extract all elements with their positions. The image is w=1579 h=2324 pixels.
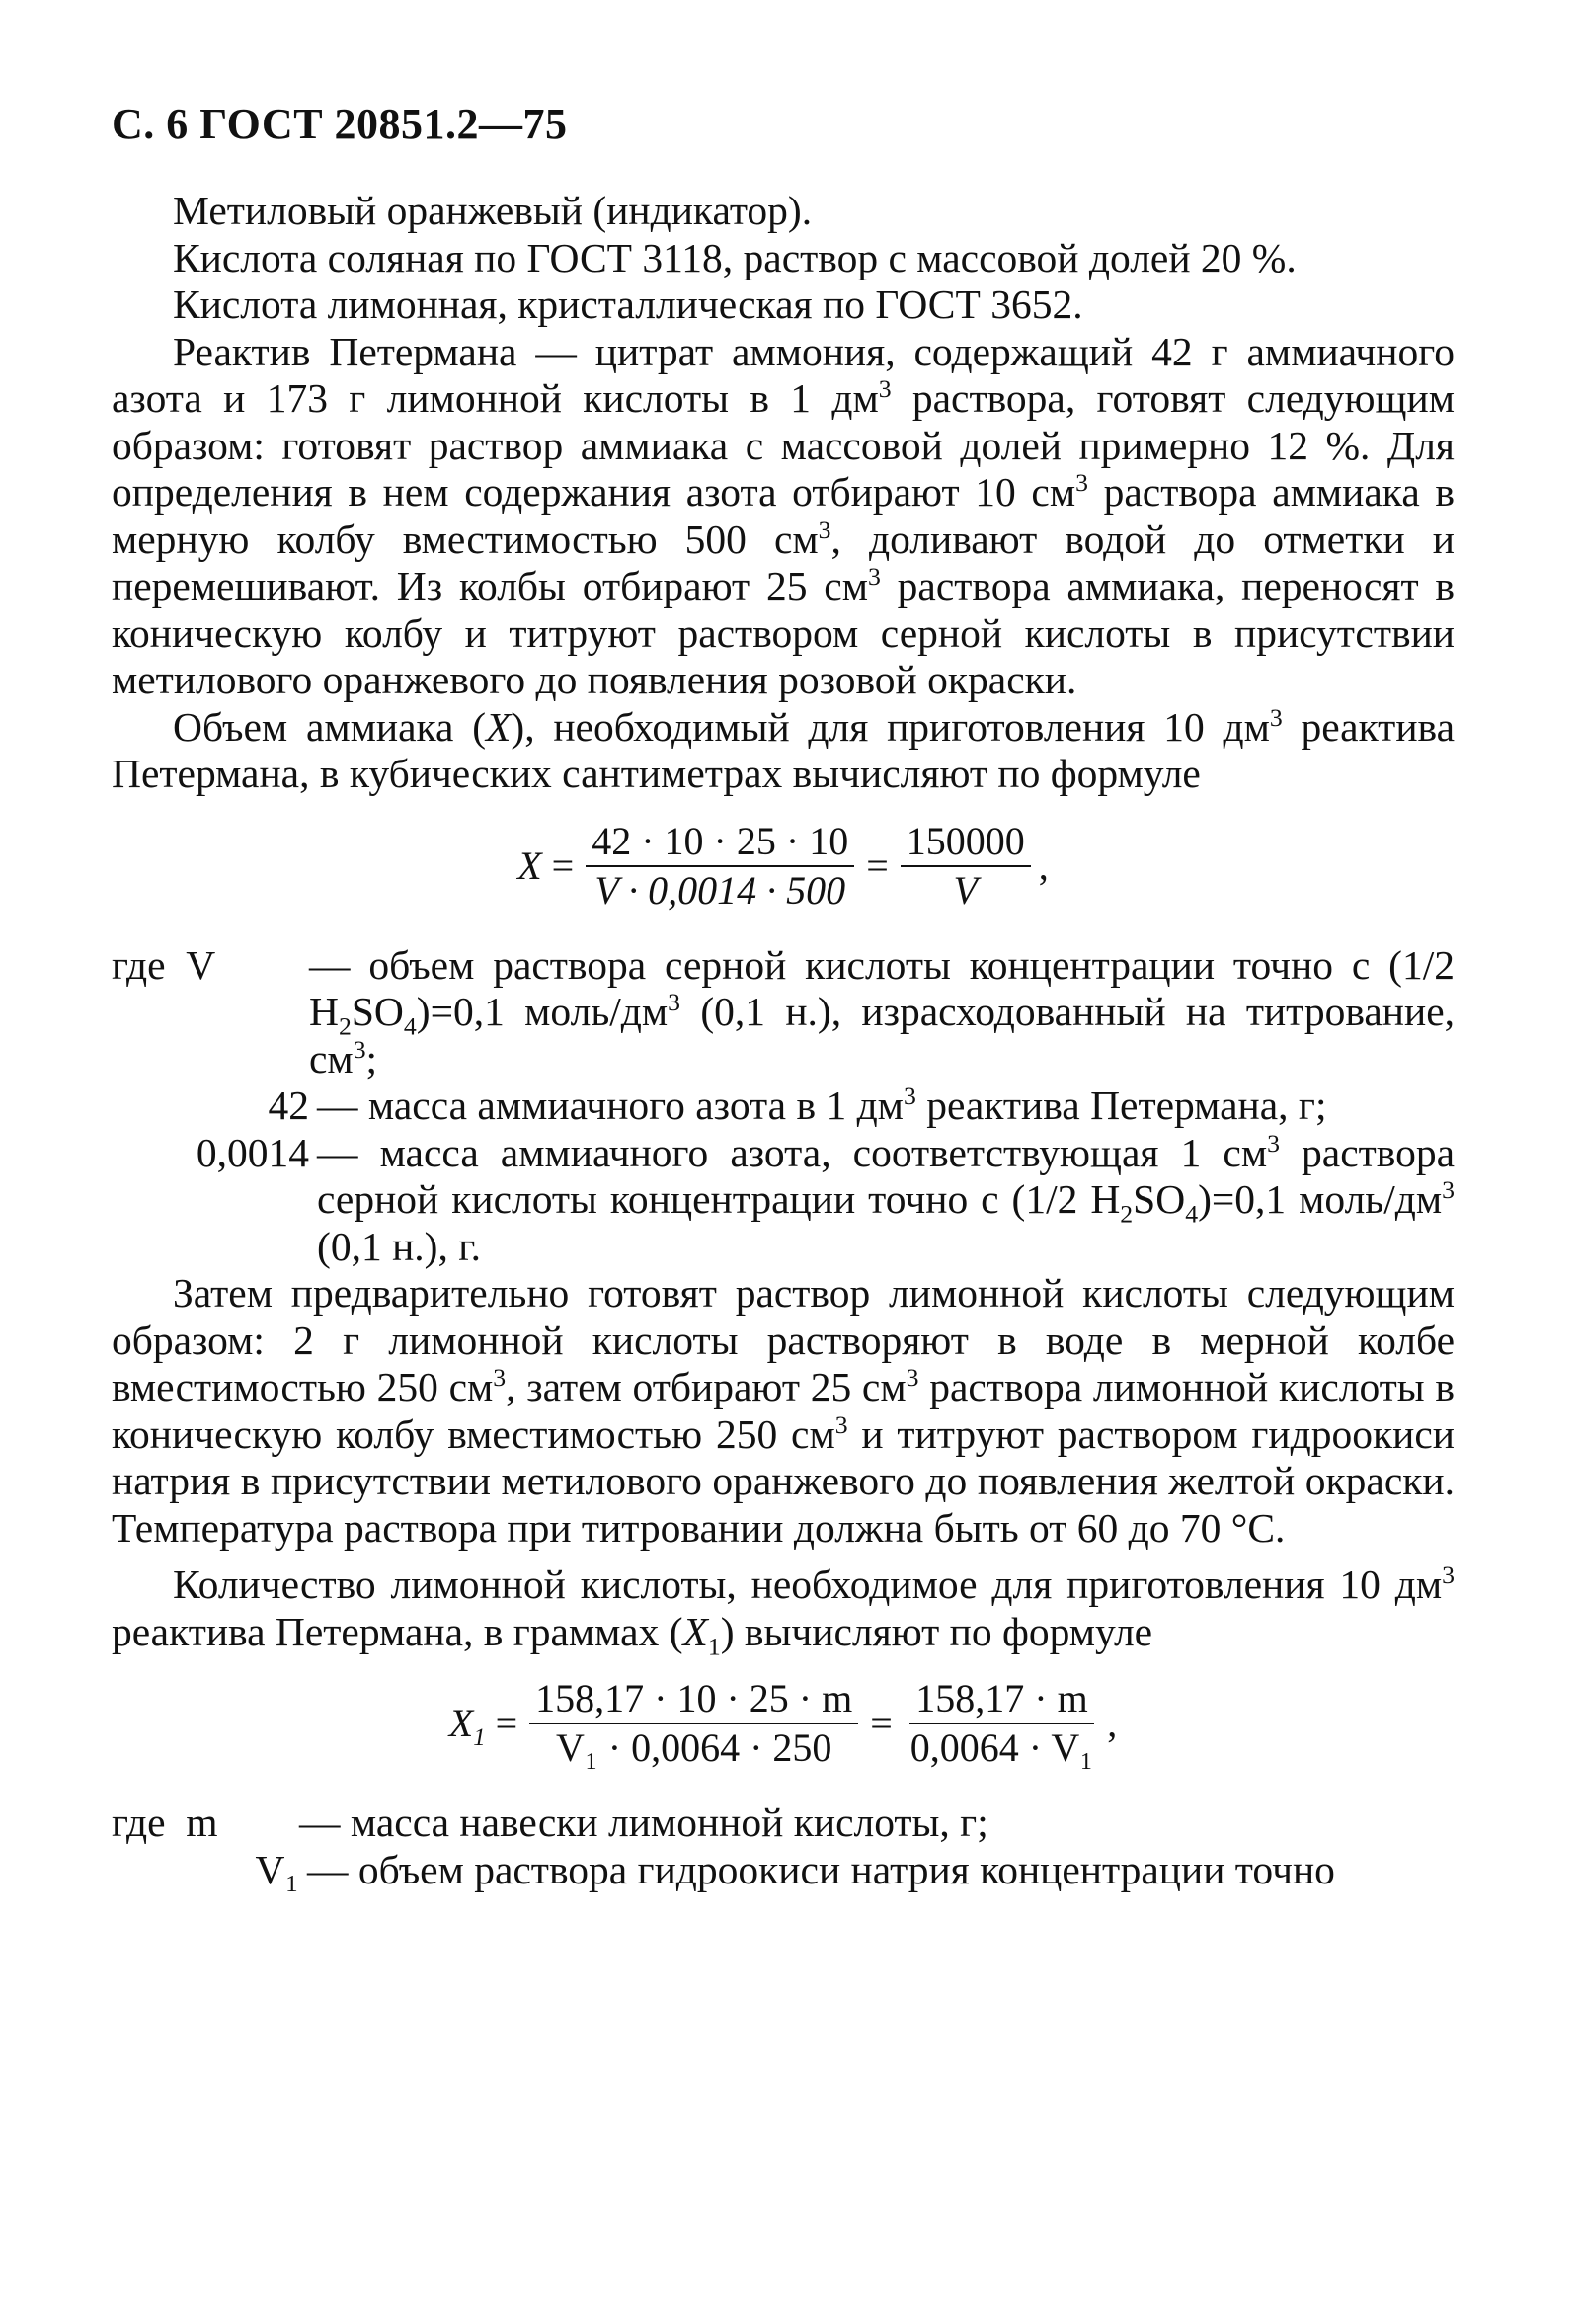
paragraph-citric-acid-reagent: Кислота лимонная, кристаллическая по ГОСТ 3652. (173, 281, 1083, 327)
fraction-2: $\frac{150000}{V}$ (901, 820, 1031, 913)
paragraph-hydrochloric-acid: Кислота соляная по ГОСТ 3118, раствор с массовой долей 20 %. (173, 234, 1297, 280)
paragraph-ammonia-volume: Объем аммиака (X), необходимый для приготовления 10 $дм^3$ реактива Петермана, в кубических сантиметрах вычисляют по формуле (112, 702, 1455, 796)
paragraph-peterman-reagent: Реактив Петермана — цитрат аммония, содержащий 42 г аммиачного азота и 173 г лимонной кислоты в 1 $дм^3$ раствора, готовят следующим образом: готовят раствор аммиака с массовой долей примерно 12 %. Для определения в нем содержания азота отбирают 10 $см^3$ раствора аммиака в мерную колбу вместимостью 500 $см^3$, доливают водой до отметки и перемешивают. Из колбы отбирают 25 $см^3$ раствора аммиака, переносят в коническую колбу и титруют раствором серной кислоты в присутствии метилового оранжевого до появления розовой окраски. (112, 328, 1456, 702)
paragraph-citric-solution: Затем предварительно готовят раствор лимонной кислоты следующим образом: 2 г лимонной кислоты растворяют в воде в мерной колбе вместимостью 250 $см^3$, затем отбирают 25 $см^3$ раствора лимонной кислоты в коническую колбу вместимостью 250 $см^3$ и титруют раствором гидроокиси натрия в присутствии метилового оранжевого до появления желтой окраски. Температура раствора при титровании должна быть от 60 до 70 °С. (112, 1270, 1455, 1551)
definition-v1: V₁ — объем раствора гидроокиси натрия концентрации точно (255, 1846, 1335, 1892)
definition-0-0014: 0,0014 — масса аммиачного азота, соответствующая 1 $см^3$ раствора серной кислоты концентрации точно c (1/2 $H_2SO_4)=0,1$ моль/$дм^3$ (0,1 н.), г. (196, 1128, 1455, 1269)
formula-citric-amount: $X_1$ = $\frac{158,17 \cdot 10 \cdot 25 \cdot m}{\text{V₁ · 0,0064 · 250}}$ = $\frac{158,17 \cdot m}{\text{0,0064 · V₁}}$ , (448, 1676, 1118, 1770)
paragraph-indicator: Метиловый оранжевый (индикатор). (173, 188, 813, 233)
where-block-2 (112, 1800, 1455, 1893)
fraction-4: $\frac{158,17 \cdot m}{\text{0,0064 · V₁}}$ (909, 1676, 1094, 1770)
document-body (112, 188, 1455, 1893)
where-block-1 (112, 942, 1455, 1271)
formula-ammonia-volume: X = $\frac{42 \cdot 10 \cdot 25 \cdot 10}{V \cdot 0,0014 \cdot 500}$ = $\frac{150000}{V}$ , (517, 818, 1049, 913)
fraction-3: $\frac{158,17 \cdot 10 \cdot 25 \cdot m}{\text{V₁ · 0,0064 · 250}}$ (529, 1677, 858, 1770)
paragraph-citric-amount: Количество лимонной кислоты, необходимое для приготовления 10 $дм^3$ реактива Петермана, в граммах $(X_1)$ вычисляют по формуле (112, 1561, 1455, 1660)
page-header: С. 6 ГОСТ 20851.2—75 (112, 100, 568, 148)
fraction-1: $\frac{42 \cdot 10 \cdot 25 \cdot 10}{V \cdot 0,0014 \cdot 500}$ (586, 820, 854, 913)
definition-42: 42 — масса аммиачного азота в 1 $дм^3$ реактива Петермана, г; (268, 1082, 1327, 1128)
definition-v: где V — объем раствора серной кислоты концентрации точно c (1/2 $H_2SO_4)=0,1$ моль/$дм^3$ (0,1 н.), израсходованный на титрование, $см^3$; (112, 941, 1455, 1082)
definition-m: где m — масса навески лимонной кислоты, г; (112, 1800, 988, 1845)
